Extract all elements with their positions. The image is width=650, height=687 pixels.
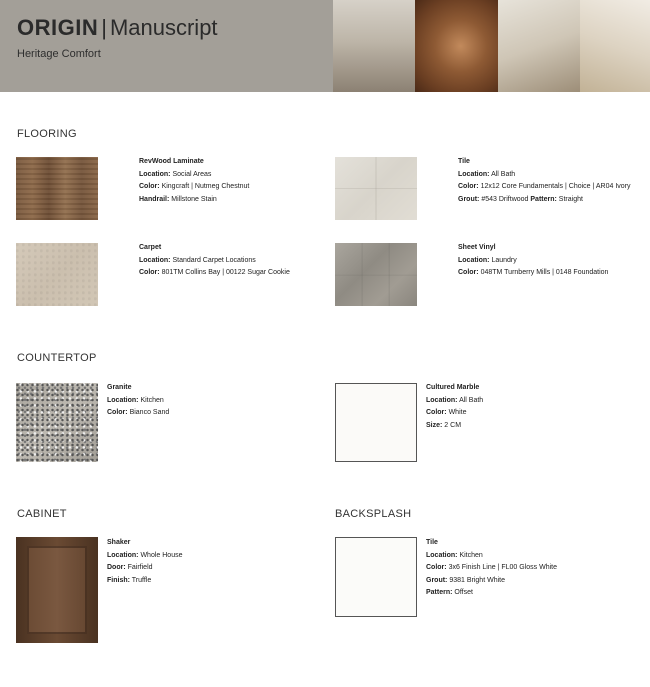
floor-tile-name: Tile xyxy=(458,158,470,165)
laminate-details: RevWood Laminate Location: Social Areas Color: Kingcraft | Nutmeg Chestnut Handrail: Millstone Stain xyxy=(139,156,319,206)
carpet-details: Carpet Location: Standard Carpet Locations Color: 801TM Collins Bay | 00122 Sugar Cookie xyxy=(139,242,319,280)
laminate-swatch xyxy=(16,157,98,220)
section-title-backsplash: BACKSPLASH xyxy=(335,508,412,520)
section-title-countertop: COUNTERTOP xyxy=(17,352,97,364)
carpet-color: 801TM Collins Bay | 00122 Sugar Cookie xyxy=(161,269,290,276)
brand-panel xyxy=(0,0,333,92)
backsplash-tile-color: 3x6 Finish Line | FL00 Gloss White xyxy=(448,564,557,571)
carpet-swatch xyxy=(16,243,98,306)
collection-name: Heritage Comfort xyxy=(17,48,101,60)
backsplash-tile-name: Tile xyxy=(426,539,438,546)
floor-tile-location: All Bath xyxy=(491,170,516,178)
sheet-vinyl-color: 048TM Turnberry Mills | 0148 Foundation xyxy=(480,269,609,276)
chair-interior-photo xyxy=(498,0,580,92)
floor-tile-grout: #543 Driftwood xyxy=(481,195,529,203)
laminate-color: Kingcraft | Nutmeg Chestnut xyxy=(161,183,250,190)
living-room-photo xyxy=(333,0,415,92)
cabinet-door-panel xyxy=(27,546,87,634)
cultured-marble-details: Cultured Marble Location: All Bath Color: White Size: 2 CM xyxy=(426,382,626,432)
carpet-location: Standard Carpet Locations xyxy=(172,256,256,264)
floor-tile-details: Tile Location: All Bath Color: 12x12 Core Fundamentals | Choice | AR04 Ivory Grout: #543 Driftwood Pattern: Straight xyxy=(458,156,638,206)
cabinet-door-swatch xyxy=(16,537,98,643)
sheet-vinyl-name: Sheet Vinyl xyxy=(458,244,496,251)
laminate-location: Social Areas xyxy=(172,170,212,178)
shaker-name: Shaker xyxy=(107,539,131,546)
wood-grain-photo xyxy=(415,0,498,92)
backsplash-tile-grout: 9381 Bright White xyxy=(449,576,505,584)
granite-swatch xyxy=(16,383,98,462)
cultured-marble-name: Cultured Marble xyxy=(426,384,480,391)
laminate-name: RevWood Laminate xyxy=(139,158,204,165)
carpet-name: Carpet xyxy=(139,244,162,251)
shaker-details: Shaker Location: Whole House Door: Fairfield Finish: Truffle xyxy=(107,537,307,587)
floor-tile-swatch xyxy=(335,157,417,220)
sheet-vinyl-swatch xyxy=(335,243,417,306)
sheet-vinyl-details: Sheet Vinyl Location: Laundry Color: 048TM Turnberry Mills | 0148 Foundation xyxy=(458,242,628,280)
floor-tile-pattern: Straight xyxy=(558,195,583,203)
section-title-cabinet: CABINET xyxy=(17,508,67,520)
brand-name: ORIGIN xyxy=(17,15,99,40)
shaker-door: Fairfield xyxy=(127,564,153,571)
granite-name: Granite xyxy=(107,384,132,391)
fabric-texture-photo xyxy=(580,0,650,92)
product-line: Manuscript xyxy=(109,15,218,40)
granite-details: Granite Location: Kitchen Color: Bianco Sand xyxy=(107,382,307,420)
section-title-flooring: FLOORING xyxy=(17,128,77,140)
granite-color: Bianco Sand xyxy=(129,409,170,416)
floor-tile-color: 12x12 Core Fundamentals | Choice | AR04 Ivory xyxy=(480,183,631,190)
sheet-vinyl-location: Laundry xyxy=(491,256,517,264)
cultured-marble-location: All Bath xyxy=(459,396,484,404)
cultured-marble-color: White xyxy=(448,409,467,416)
backsplash-tile-pattern: Offset xyxy=(454,589,473,596)
backsplash-tile-details: Tile Location: Kitchen Color: 3x6 Finish Line | FL00 Gloss White Grout: 9381 Bright White Pattern: Offset xyxy=(426,537,636,600)
brand-separator: | xyxy=(101,15,107,40)
header-banner xyxy=(0,0,650,92)
backsplash-tile-swatch xyxy=(335,537,417,617)
cultured-marble-swatch xyxy=(335,383,417,462)
shaker-finish: Truffle xyxy=(131,576,152,584)
cultured-marble-size: 2 CM xyxy=(444,421,462,429)
brand-title xyxy=(17,15,218,41)
laminate-handrail: Millstone Stain xyxy=(171,195,217,203)
granite-location: Kitchen xyxy=(140,396,164,404)
shaker-location: Whole House xyxy=(140,551,183,559)
backsplash-tile-location: Kitchen xyxy=(459,551,483,559)
